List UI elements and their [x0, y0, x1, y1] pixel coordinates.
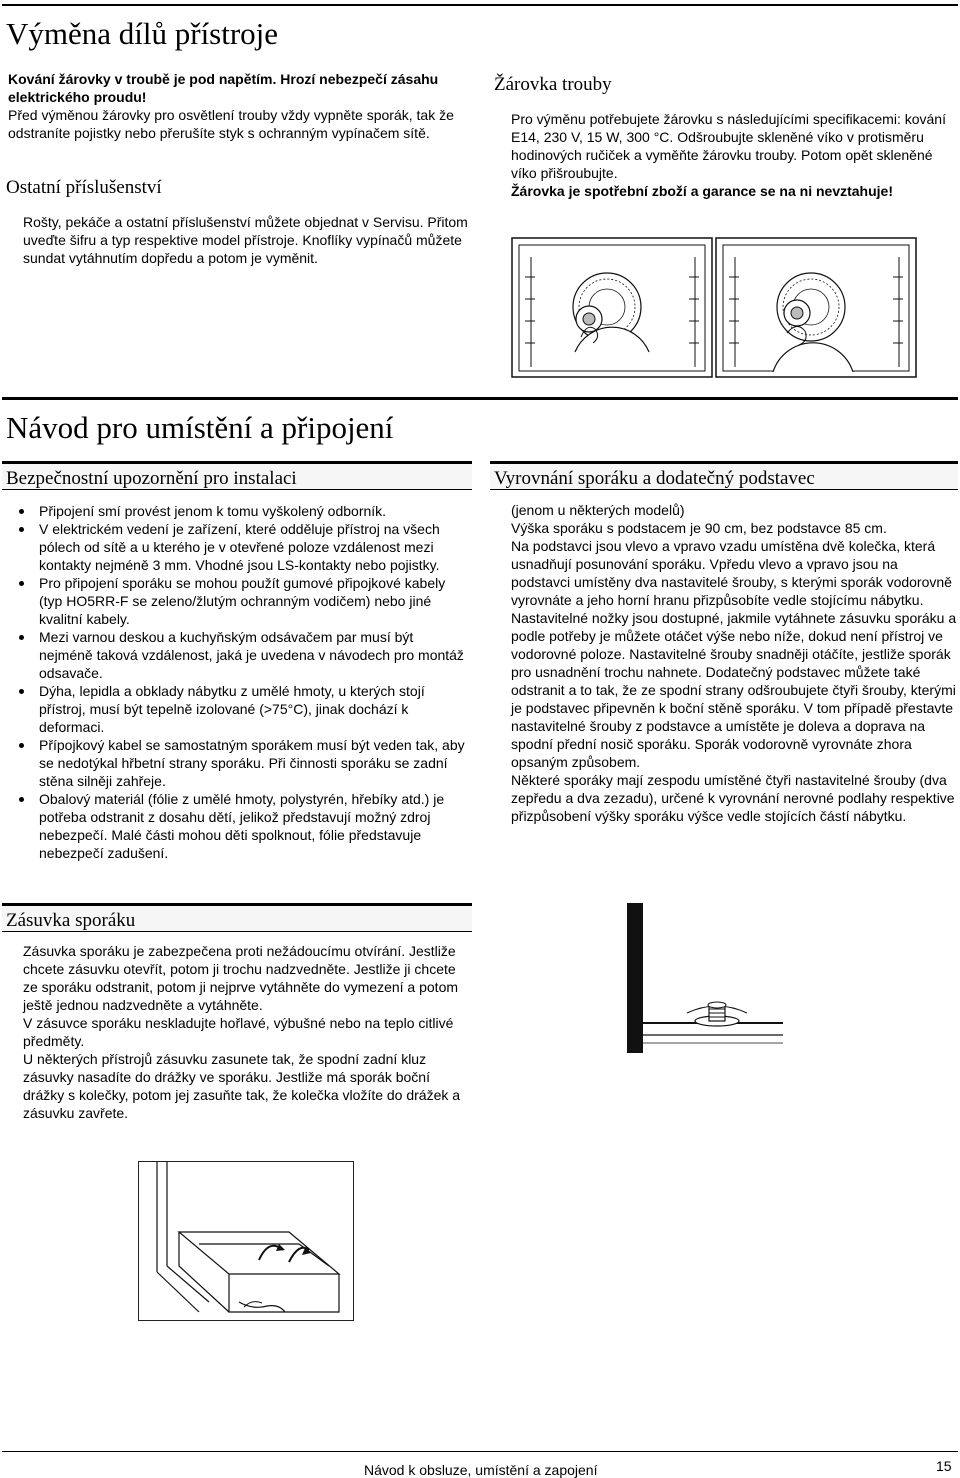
- warning-text: Před výměnou žárovky pro osvětlení trouby vždy vypněte sporák, tak že odstraníte pojistky nebo přerušíte styk s ochranným vypínačem sítě.: [8, 107, 454, 141]
- bulb-heading: Žárovka trouby: [494, 74, 612, 95]
- leveling-heading-bar: [490, 461, 958, 490]
- list-item: Přípojkový kabel se samostatným sporákem musí být veden tak, aby se nedotýkal hřbetní strany sporáku. Při činnosti sporáku se zadní stěna silněji zahřeje.: [10, 736, 470, 790]
- leveling-paragraph: Na podstavci jsou vlevo a vpravo vzadu umístěna dvě kolečka, která usnadňují posunování sporáku. Vpředu vlevo a vpravo jsou na podstavci umístěny dva nastavitelé šrouby, s kterými sporák vodorovně vyrovnáte a jeho horní hranu přizpůsobíte vedle stojícímu nábytku.: [511, 538, 952, 608]
- leveling-heading: Vyrovnání sporáku a dodatečný podstavec: [494, 468, 815, 489]
- leveling-paragraph: Některé sporáky mají zespodu umístěné čtyři nastavitelné šrouby (dva zepředu a dva zezadu), určené k vyrovnání nerovné podlahy respektive přizpůsobení výšky sporáku výšce vedle stojících částí nábytku.: [511, 772, 955, 824]
- list-item: Připojení smí provést jenom k tomu vyškolený odborník.: [10, 502, 470, 520]
- warning-bold-text: Kování žárovky v troubě je pod napětím. Hrozí nebezpečí zásahu elektrického proudu!: [8, 71, 439, 105]
- drawer-heading: Zásuvka sporáku: [6, 910, 136, 931]
- safety-heading: Bezpečnostní upozornění pro instalaci: [6, 468, 297, 489]
- drawer-illustration: [138, 1161, 354, 1321]
- list-item: V elektrickém vedení je zařízení, které odděluje přístroj na všech pólech od sítě a u kterého je v otevřené poloze vzdálenost mezi kontakty nejméně 3 mm. Vhodné jsou LS-kontakty nebo pojistky.: [10, 520, 470, 574]
- top-rule: [2, 4, 958, 6]
- leveling-foot-illustration: [627, 903, 783, 1053]
- bulb-text: Pro výměnu potřebujete žárovku s následujícími specifikacemi: kování E14, 230 V, 15 W, 300 °C. Odšroubujte skleněné víko v protisměru hodinových ručiček a vyměňte žárovku trouby. Potom opět skleněné víko přišroubujte.: [511, 111, 946, 181]
- page-number: 15: [936, 1458, 952, 1474]
- drawer-paragraph: Zásuvka sporáku je zabezpečena proti nežádoucímu otvírání. Jestliže chcete zásuvku otevřít, potom ji trochu nadzvedněte. Jestliže ji chcete ze sporáku odstranit, potom ji nejprve vytáhněte do vymezení a potom ještě jednou nadzvedněte a vytáhněte.: [23, 943, 459, 1013]
- install-rule: [2, 397, 958, 400]
- accessories-text: Rošty, pekáče a ostatní příslušenství můžete objednat v Servisu. Přitom uveďte šifru a typ respektive model přístroje. Knoflíky vypínačů můžete sundat vytáhnutím dopředu a potom je vyměnit.: [23, 214, 468, 266]
- bulb-block: [511, 110, 956, 200]
- list-item: Obalový materiál (fólie z umělé hmoty, polystyrén, hřebíky atd.) je potřeba odstranit z dosahu dětí, jelikož představují možný zdroj nebezpečí. Malé části mohou děti spolknout, fólie představuje nebezpečí zadušení.: [10, 790, 470, 862]
- list-item: Pro připojení sporáku se mohou použít gumové připojkové kabely (typ HO5RR-F se zeleno/žlutým ochranným vodičem) nebo jiné kvalitní kabely.: [10, 574, 470, 628]
- accessories-heading: Ostatní příslušenství: [6, 177, 162, 198]
- footer-rule: [2, 1451, 958, 1452]
- page-title: Výměna dílů přístroje: [6, 16, 279, 51]
- safety-list: [10, 502, 470, 862]
- drawer-heading-bar: [2, 903, 472, 932]
- warning-block: [8, 70, 470, 142]
- install-title: Návod pro umístění a připojení: [6, 410, 394, 445]
- list-item: Dýha, lepidla a obklady nábytku z umělé hmoty, u kterých stojí přístroj, musí být tepelně izolované (>75°C), jinak dochází k deformaci.: [10, 682, 470, 736]
- leveling-paragraph: Výška sporáku s podstacem je 90 cm, bez podstavce 85 cm.: [511, 520, 887, 536]
- leveling-text: [511, 501, 958, 825]
- oven-bulb-illustration: [511, 237, 917, 378]
- footer-text: Návod k obsluze, umístění a zapojení: [364, 1462, 598, 1478]
- list-item: Mezi varnou deskou a kuchyňským odsávačem par musí být nejméně taková vzdálenost, jaká je uvedena v návodech pro montáž odsavače.: [10, 628, 470, 682]
- drawer-paragraph: V zásuvce sporáku neskladujte hořlavé, výbušné nebo na teplo citlivé předměty.: [23, 1015, 454, 1049]
- safety-heading-bar: [2, 461, 472, 490]
- leveling-paragraph: (jenom u některých modelů): [511, 502, 685, 518]
- drawer-text: [23, 942, 470, 1122]
- leveling-paragraph: Nastavitelné nožky jsou dostupné, jakmile vytáhnete zásuvku sporáku a podle potřeby je můžete otáčet výše nebo níže, dokud není přístroj ve vodorovné poloze. Nastavitelné šrouby snadněji otáčíte, jestliže sporák pro usnadnění trochu nahnete. Dodatečný podstavec můžete také odstranit a to tak, že ze spodní strany odšroubujete čtyři šrouby, kterými je podstavec připevněn k boční stěně sporáku. V tom případě přestavte nastavitelné šrouby z podstavce a umístěte je doleva a doprava na spodní přední nosič sporáku. Sporák vodorovně vyrovnáte zhora opsaným způsobem.: [511, 610, 957, 770]
- bulb-bold-text: Žárovka je spotřební zboží a garance se na ni nevztahuje!: [511, 183, 893, 199]
- drawer-paragraph: U některých přístrojů zásuvku zasunete tak, že spodní zadní kluz zásuvky nasadíte do drážky ve sporáku. Jestliže má sporák boční drážky s kolečky, potom jej zasuňte tak, že kolečka vložíte do drážek a zásuvku zavřete.: [23, 1051, 461, 1121]
